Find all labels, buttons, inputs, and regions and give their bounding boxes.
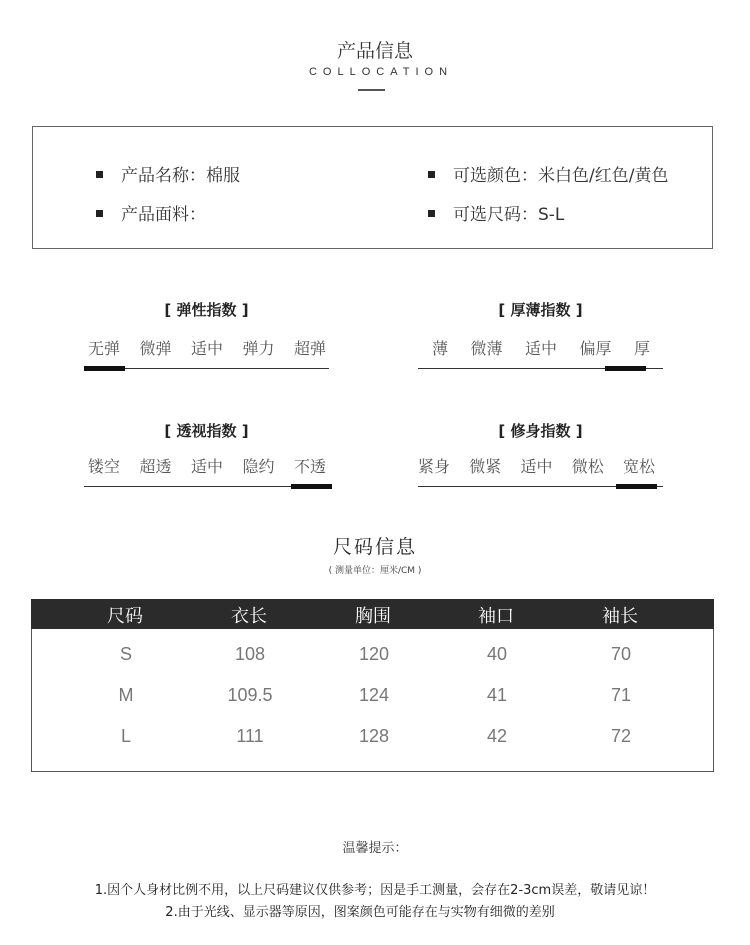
header-length: 衣长 bbox=[231, 606, 267, 627]
product-fabric-item bbox=[96, 200, 206, 225]
option-label: 偏厚 bbox=[579, 339, 612, 358]
bullet-square-icon bbox=[96, 210, 103, 217]
section-title-product-info: 产品信息 bbox=[336, 40, 413, 62]
option-label: 隐约 bbox=[242, 457, 275, 476]
fit-options bbox=[418, 454, 655, 477]
table-cell: 41 bbox=[486, 685, 508, 705]
option-label: 适中 bbox=[524, 339, 557, 358]
product-sizes-item bbox=[428, 200, 564, 225]
selected-indicator bbox=[84, 366, 125, 371]
transparency-options bbox=[88, 454, 326, 477]
header-chest: 胸围 bbox=[355, 606, 391, 627]
selected-indicator bbox=[616, 484, 657, 489]
header-size: 尺码 bbox=[107, 606, 143, 627]
table-cell: 40 bbox=[486, 644, 508, 664]
elasticity-options bbox=[88, 336, 326, 359]
option-label: 超弹 bbox=[293, 339, 326, 358]
option-label: 薄 bbox=[432, 339, 449, 358]
option-label: 适中 bbox=[520, 457, 553, 476]
option-label: 微薄 bbox=[470, 339, 503, 358]
table-cell: 120 bbox=[358, 644, 390, 664]
table-cell: L bbox=[120, 726, 131, 746]
table-cell: 71 bbox=[610, 685, 632, 705]
table-cell: 42 bbox=[486, 726, 508, 746]
option-label: 无弹 bbox=[88, 339, 121, 358]
tips-title: 温馨提示： bbox=[342, 841, 408, 856]
table-cell: 109.5 bbox=[227, 685, 273, 705]
product-sizes: 可选尺码：S-L bbox=[453, 205, 565, 225]
option-label: 紧身 bbox=[418, 457, 451, 476]
table-cell: 108 bbox=[234, 644, 266, 664]
option-label: 不透 bbox=[293, 457, 326, 476]
table-cell: 72 bbox=[610, 726, 632, 746]
table-cell: 70 bbox=[610, 644, 632, 664]
option-label: 厚 bbox=[633, 339, 650, 358]
option-label: 超透 bbox=[139, 457, 172, 476]
transparency-index-title: [ 透视指数 ] bbox=[164, 422, 249, 440]
header-sleeve: 袖长 bbox=[602, 606, 638, 627]
selected-indicator bbox=[605, 366, 646, 371]
product-name-item bbox=[96, 161, 240, 186]
option-label: 微紧 bbox=[469, 457, 502, 476]
tip-line-1: 1.因个人身材比例不用，以上尺码建议仅供参考；因是手工测量，会存在2-3cm误差，敬请见谅！ bbox=[94, 883, 656, 898]
option-label: 镂空 bbox=[88, 457, 121, 476]
measurement-unit-note: ( 测量单位：厘米/CM ) bbox=[328, 566, 422, 576]
table-cell: 111 bbox=[236, 726, 264, 746]
bullet-square-icon bbox=[428, 210, 435, 217]
section-title-size-info: 尺码信息 bbox=[332, 536, 417, 558]
table-header bbox=[31, 599, 714, 629]
option-label: 微弹 bbox=[139, 339, 172, 358]
tip-line-2: 2.由于光线、显示器等原因，图案颜色可能存在与实物有细微的差别 bbox=[165, 905, 555, 920]
size-table bbox=[31, 599, 714, 772]
option-label: 适中 bbox=[190, 339, 223, 358]
product-info-box bbox=[32, 126, 713, 249]
selected-indicator bbox=[291, 484, 332, 489]
table-cell: S bbox=[119, 644, 132, 664]
table-cell: 128 bbox=[358, 726, 390, 746]
title-divider bbox=[358, 89, 385, 91]
bullet-square-icon bbox=[96, 171, 103, 178]
table-cell: 124 bbox=[358, 685, 390, 705]
bullet-square-icon bbox=[428, 171, 435, 178]
fit-index-title: [ 修身指数 ] bbox=[498, 422, 583, 440]
product-name: 产品名称：棉服 bbox=[121, 166, 240, 186]
header-cuff: 袖口 bbox=[478, 606, 514, 627]
thickness-options bbox=[432, 336, 650, 359]
option-label: 弹力 bbox=[242, 339, 275, 358]
thickness-index-title: [ 厚薄指数 ] bbox=[498, 301, 583, 319]
elasticity-index-title: [ 弹性指数 ] bbox=[164, 301, 249, 319]
table-cell: M bbox=[118, 685, 134, 705]
product-fabric: 产品面料： bbox=[121, 205, 206, 225]
product-colors-item bbox=[428, 161, 668, 186]
option-label: 微松 bbox=[571, 457, 604, 476]
option-label: 宽松 bbox=[622, 457, 655, 476]
option-label: 适中 bbox=[190, 457, 223, 476]
section-subtitle: COLLOCATION bbox=[308, 66, 454, 78]
product-colors: 可选颜色：米白色/红色/黄色 bbox=[453, 166, 669, 186]
